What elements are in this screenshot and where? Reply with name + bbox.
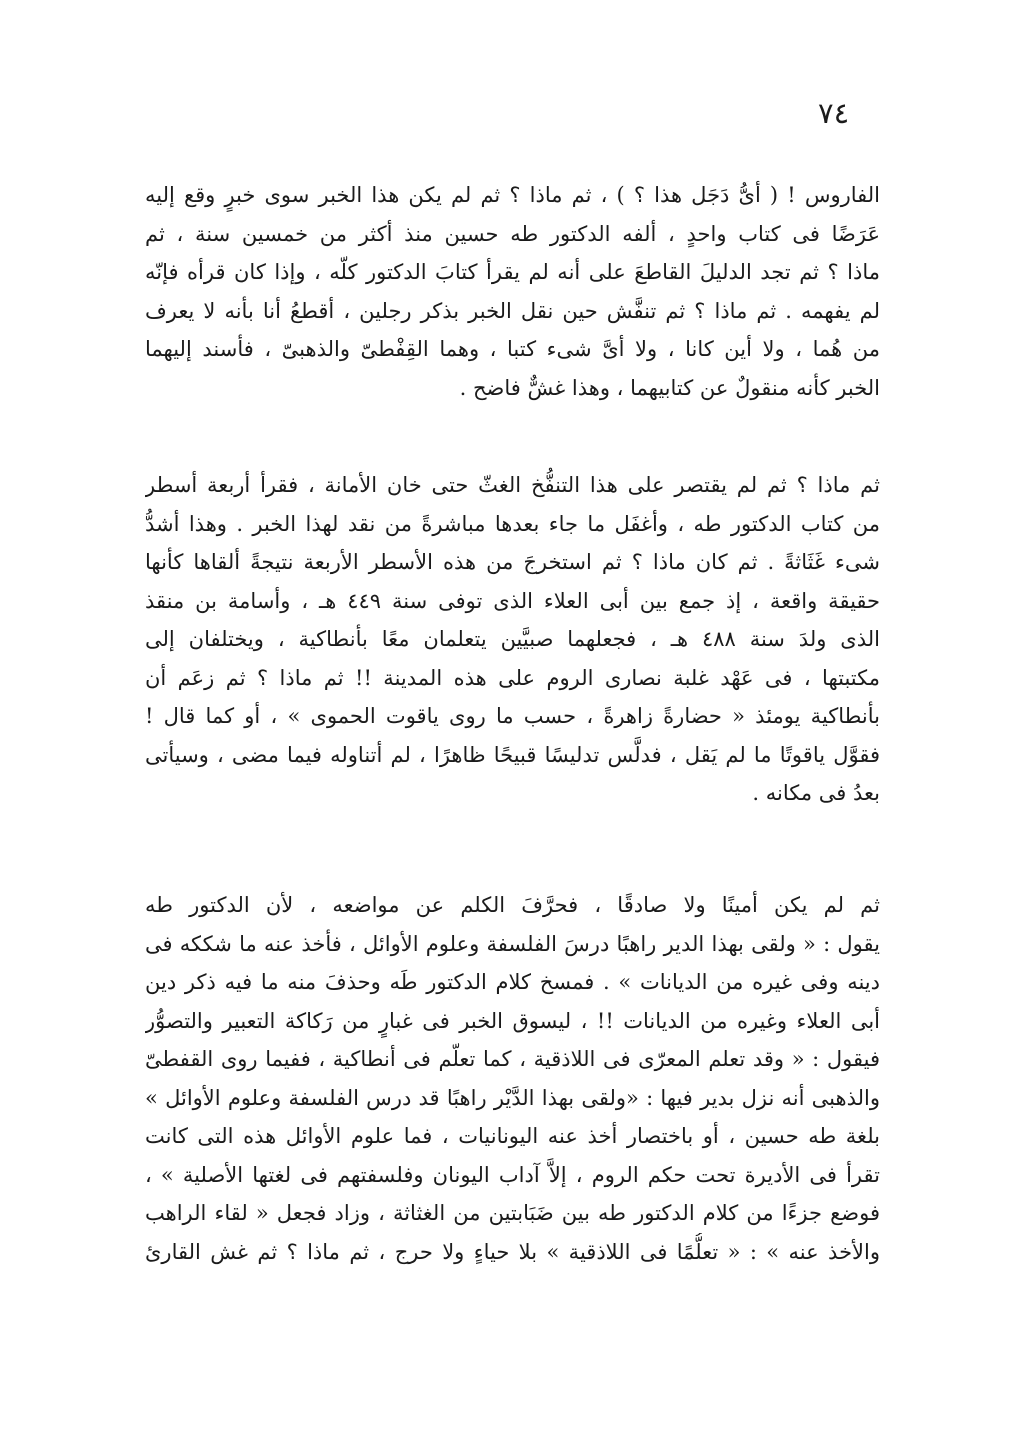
text-line: والذهبى أنه نزل بدير فيها : «ولقى بهذا الدَّيْر راهبًا قد درس الفلسفة وعلوم الأوائل » — [145, 1085, 880, 1110]
text-line: لم يفهمه . ثم ماذا ؟ ثم تنفَّش حين نقل الخبر بذكر رجلين ، أقطعُ أنا بأنه لا يعرف — [145, 298, 880, 323]
text-line: الفاروس ! ( أىُّ دَجَل هذا ؟ ) ، ثم ماذا ؟ ثم لم يكن هذا الخبر سوى خبرٍ وقع إليه — [145, 183, 880, 207]
text-line: تقرأ فى الأديرة تحت حكم الروم ، إلاَّ آداب اليونان وفلسفتهم فى لغتها الأصلية » ، — [145, 1162, 880, 1187]
text-line: من هُما ، ولا أين كانا ، ولا أىَّ شىء كتبا ، وهما القِفْطىّ والذهبىّ ، فأسند إليهما — [145, 337, 880, 361]
text-line: فوضع جزءًا من كلام الدكتور طه بين ضَبَابتين من الغثاثة ، وزاد فجعل « لقاء الراهب — [145, 1201, 880, 1225]
text-line: بلغة طه حسين ، أو باختصار أخذ عنه اليونانيات ، فما علوم الأوائل هذه التى كانت — [145, 1124, 880, 1148]
text-line: ماذا ؟ ثم تجد الدليلَ القاطعَ على أنه لم يقرأ كتابَ الدكتور كلّه ، وإذا كان قرأه فإنّه — [145, 260, 880, 284]
text-line: أبى العلاء وغيره من الديانات !! ، ليسوق الخبر فى غبارٍ من رَكاكة التعبير والتصوُّر — [145, 1008, 880, 1033]
text-line: دينه وفى غيره من الديانات » . فمسخ كلام الدكتور طَه وحذفَ منه ما فيه ذكر دين — [145, 970, 880, 994]
text-line: من كتاب الدكتور طه ، وأغفَل ما جاء بعدها مباشرةً من نقد لهذا الخبر . وهذا أشدُّ — [145, 511, 880, 536]
text-line: والأخذ عنه » : « تعلُّمًا فى اللاذقية » بلا حياءٍ ولا حرج ، ثم ماذا ؟ ثم غش القارئ — [145, 1239, 880, 1264]
text-line: حقيقة واقعة ، إذ جمع بين أبى العلاء الذى توفى سنة ٤٤٩ هـ ، وأسامة بن منقذ — [145, 588, 880, 613]
paragraph-1 — [145, 176, 880, 407]
text-line: فقوَّل ياقوتًا ما لم يَقل ، فدلَّس تدليسًا قبيحًا ظاهرًا ، لم أتناوله فيما مضى ، وسيأتى — [145, 742, 880, 767]
text-line: عَرَضًا فى كتاب واحدٍ ، ألفه الدكتور طه حسين منذ أكثر من خمسين سنة ، ثم — [145, 221, 880, 246]
text-line: بأنطاكية يومئذ « حضارةً زاهرةً ، حسب ما روى ياقوت الحموى » ، أو كما قال ! — [145, 704, 880, 728]
paragraph-2 — [145, 466, 880, 813]
text-line: يقول : « ولقى بهذا الدير راهبًا درسَ الفلسفة وعلوم الأوائل ، فأخذ عنه ما شككه فى — [145, 931, 880, 956]
text-line: مكتبتها ، فى عَهْد غلبة نصارى الروم على هذه المدينة !! ثم ماذا ؟ ثم زعَم أن — [145, 665, 880, 690]
page-number: ٧٤ — [818, 96, 850, 130]
text-line: ثم لم يكن أمينًا ولا صادقًا ، فحرَّفَ الكلم عن مواضعه ، لأن الدكتور طه — [145, 893, 880, 917]
text-line: الذى ولدَ سنة ٤٨٨ هـ ، فجعلهما صبيَّين يتعلمان معًا بأنطاكية ، ويختلفان إلى — [145, 627, 880, 651]
text-line: شىء غَثَاثةً . ثم كان ماذا ؟ ثم استخرجَ من هذه الأسطر الأربعة نتيجةً ألقاها كأنها — [145, 550, 880, 574]
text-line: الخبر كأنه منقولٌ عن كتابيهما ، وهذا غشٌّ فاضح . — [459, 375, 880, 400]
text-line: ثم ماذا ؟ ثم لم يقتصر على هذا التنفُّخ الغثّ حتى خان الأمانة ، فقرأ أربعة أسطر — [145, 473, 880, 497]
text-line: فيقول : « وقد تعلم المعرّى فى اللاذقية ، كما تعلّم فى أنطاكية ، ففيما روى القفطىّ — [145, 1047, 880, 1071]
paragraph-3 — [145, 886, 880, 1271]
text-line: بعدُ فى مكانه . — [752, 781, 880, 805]
